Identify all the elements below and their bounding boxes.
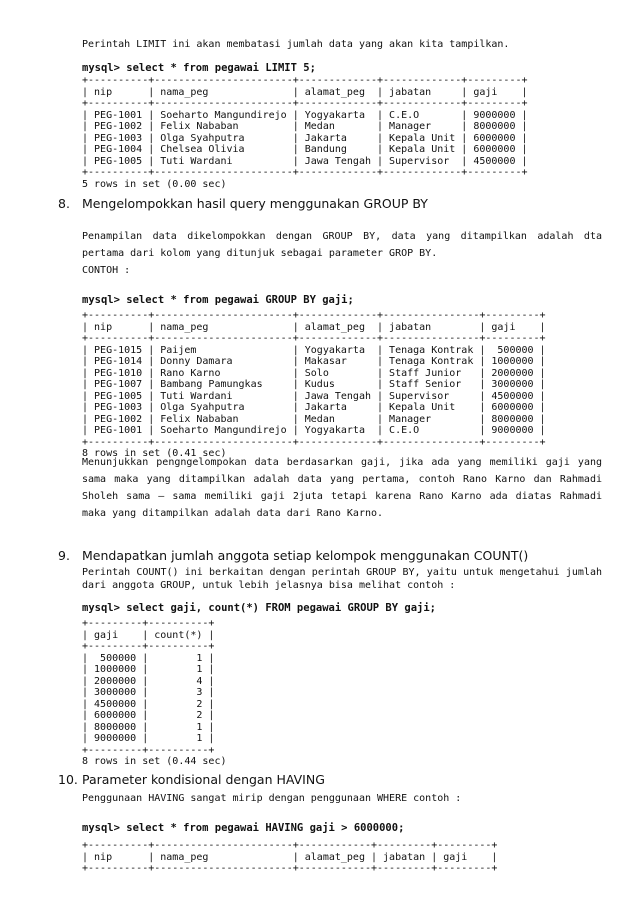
section-9-number: 9. (58, 548, 70, 563)
section-10-title: Parameter kondisional dengan HAVING (82, 772, 325, 787)
section-10-query: mysql> select * from pegawai HAVING gaji > 6000000; (82, 822, 405, 834)
section-8-heading (58, 196, 428, 211)
limit-query: mysql> select * from pegawai LIMIT 5; (82, 62, 316, 74)
section-10-description: Penggunaan HAVING sangat mirip dengan penggunaan WHERE contoh : (82, 793, 462, 804)
section-8-explanation: Menunjukkan pengngelompokan data berdasarkan gaji, jika ada yang memiliki gaji yang sama maka yang ditampilkan adalah data yang pertama, contoh Rano Karno dan Rahmadi Sholeh sama – sama memiliki gaji 2juta tetapi karena Rano Karno ada diatas Rahmadi maka yang ditampilkan adalah data dari Rano Karno. (82, 457, 602, 519)
section-10-number: 10. (58, 772, 78, 787)
group-by-result-table: +----------+-----------------------+-------------+----------------+---------+ | nip | nama_peg | alamat_peg | jabatan | gaji | +----------+-----------------------+-------------+----------------+---------+ | PEG-1015 | Paijem | Yogyakarta | Tenaga Kontrak | 500000 | | PEG-1014 | Donny Damara | Makasar | Tenaga Kontrak | 1000000 | | PEG-1010 | Rano Karno | Solo | Staff Junior | 2000000 | | PEG-1007 | Bambang Pamungkas | Kudus | Staff Senior | 3000000 | | PEG-1005 | Tuti Wardani | Jawa Tengah | Supervisor | 4500000 | | PEG-1003 | Olga Syahputra | Jakarta | Kepala Unit | 6000000 | | PEG-1002 | Felix Nababan | Medan | Manager | 8000000 | | PEG-1001 | Soeharto Mangundirejo | Yogyakarta | C.E.O | 9000000 | +----------+-----------------------+-------------+----------------+---------+ 8 rows in set (0.41 sec) (82, 310, 546, 459)
limit-result-table: +----------+-----------------------+-------------+-------------+---------+ | nip | nama_peg | alamat_peg | jabatan | gaji | +----------+-----------------------+-------------+-------------+---------+ | PEG-1001 | Soeharto Mangundirejo | Yogyakarta | C.E.O | 9000000 | | PEG-1002 | Felix Nababan | Medan | Manager | 8000000 | | PEG-1003 | Olga Syahputra | Jakarta | Kepala Unit | 6000000 | | PEG-1004 | Chelsea Olivia | Bandung | Kepala Unit | 6000000 | | PEG-1005 | Tuti Wardani | Jawa Tengah | Supervisor | 4500000 | +----------+-----------------------+-------------+-------------+---------+ 5 rows in set (0.00 sec) (82, 75, 528, 190)
section-9-heading (58, 548, 528, 563)
limit-intro-text: Perintah LIMIT ini akan membatasi jumlah data yang akan kita tampilkan. (82, 39, 510, 50)
count-result-table: +---------+----------+ | gaji | count(*) | +---------+----------+ | 500000 | 1 | | 1000000 | 1 | | 2000000 | 4 | | 3000000 | 3 | | 4500000 | 2 | | 6000000 | 2 | | 8000000 | 1 | | 9000000 | 1 | +---------+----------+ 8 rows in set (0.44 sec) (82, 618, 227, 767)
section-8-title: Mengelompokkan hasil query menggunakan GROUP BY (82, 196, 428, 211)
section-10-heading (58, 772, 325, 787)
section-8-description: Penampilan data dikelompokkan dengan GROUP BY, data yang ditampilkan adalah dta pertama dari kolom yang ditunjuk sebagai parameter GROP BY. (82, 231, 602, 259)
section-8-example-label: CONTOH : (82, 265, 131, 276)
section-9-query: mysql> select gaji, count(*) FROM pegawai GROUP BY gaji; (82, 602, 437, 614)
section-8-query: mysql> select * from pegawai GROUP BY gaji; (82, 294, 354, 306)
section-8-number: 8. (58, 196, 70, 211)
section-9-description: Perintah COUNT() ini berkaitan dengan perintah GROUP BY, yaitu untuk mengetahui jumlah dari anggota GROUP, untuk lebih jelasnya bisa melihat contoh : (82, 567, 602, 591)
having-result-table: +----------+-----------------------+------------+---------+---------+ | nip | nama_peg | alamat_peg | jabatan | gaji | +----------+-----------------------+------------+---------+---------+ (82, 840, 498, 874)
section-9-title: Mendapatkan jumlah anggota setiap kelompok menggunakan COUNT() (82, 548, 529, 563)
